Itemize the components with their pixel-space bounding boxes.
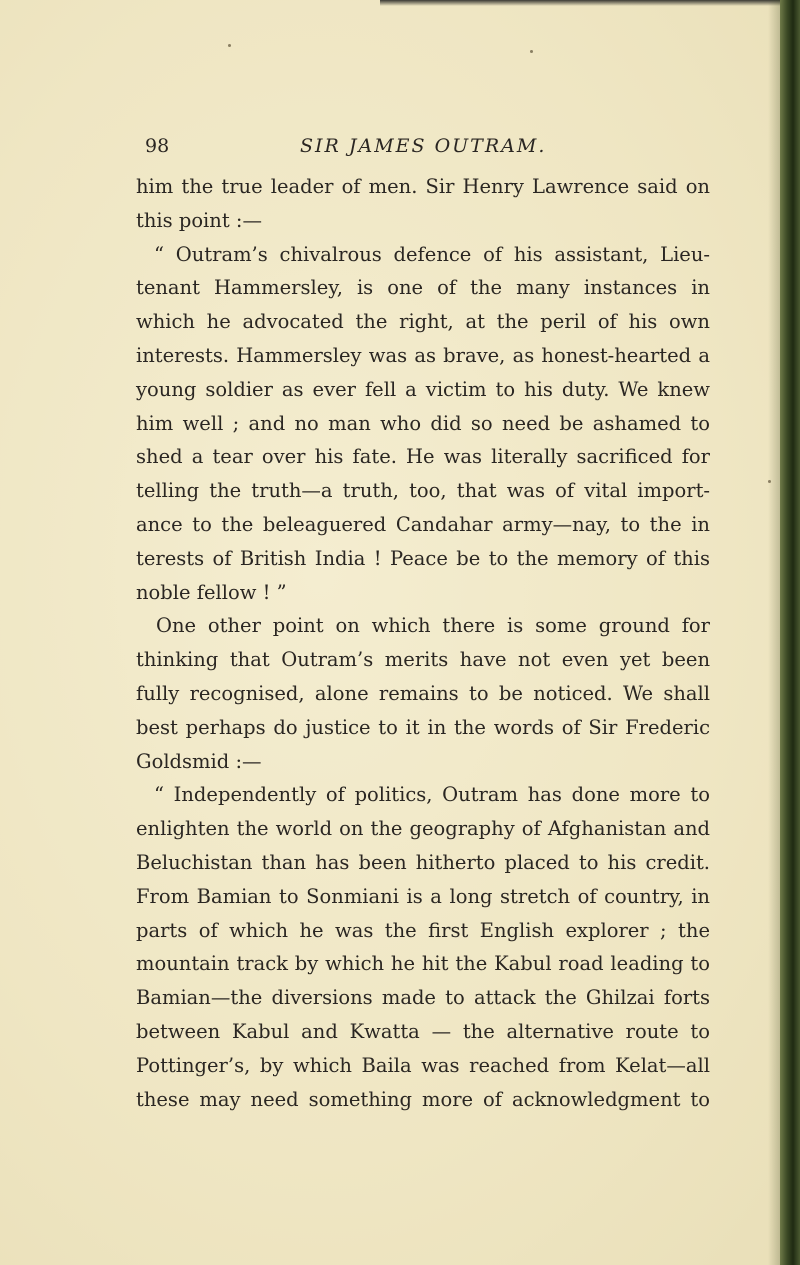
text-line: shed a tear over his fate. He was literally sacrificed for: [136, 445, 710, 469]
text-line: him the true leader of men. Sir Henry Lawrence said on: [136, 175, 710, 198]
text-line: ance to the beleaguered Candahar army—nay, to the in: [136, 512, 710, 536]
text-line: parts of which he was the first English explorer ; the: [136, 918, 710, 942]
page-top-edge-shadow: [380, 0, 800, 6]
paper-speck: [530, 50, 533, 53]
text-line: thinking that Outram’s merits have not even yet been: [136, 648, 710, 672]
text-line: Goldsmid :—: [136, 749, 262, 773]
running-title: SIR JAMES OUTRAM.: [300, 135, 547, 157]
text-line: “ Independently of politics, Outram has done more to: [154, 783, 710, 807]
text-line: Pottinger’s, by which Baila was reached from Kelat—all: [136, 1053, 710, 1077]
body-text: [136, 170, 710, 1116]
binding-shade: [768, 0, 780, 1265]
text-line: enlighten the world on the geography of Afghanistan and: [136, 817, 710, 841]
paper-speck: [768, 480, 771, 483]
text-line: young soldier as ever fell a victim to his duty. We knew: [136, 377, 710, 401]
text-line: mountain track by which he hit the Kabul road leading to: [136, 952, 710, 976]
running-header: [0, 133, 800, 159]
text-line: between Kabul and Kwatta — the alternative route to: [136, 1019, 710, 1043]
text-line: him well ; and no man who did so need be ashamed to: [136, 411, 710, 435]
text-line: Bamian—the diversions made to attack the Ghilzai forts: [136, 986, 710, 1010]
text-line: Beluchistan than has been hitherto placed to his credit.: [136, 850, 710, 874]
text-line: fully recognised, alone remains to be noticed. We shall: [136, 681, 710, 705]
book-spine-edge: [780, 0, 800, 1265]
text-line: noble fellow ! ”: [136, 580, 287, 604]
text-line: this point :—: [136, 208, 262, 232]
text-line: telling the truth—a truth, too, that was of vital import-: [136, 479, 710, 503]
text-line: which he advocated the right, at the peril of his own: [136, 310, 710, 334]
text-line: best perhaps do justice to it in the words of Sir Frederic: [136, 715, 710, 739]
text-line: these may need something more of acknowledgment to: [136, 1087, 710, 1111]
paper-speck: [228, 44, 231, 47]
text-line: One other point on which there is some ground for: [156, 614, 710, 638]
text-line: interests. Hammersley was as brave, as honest-hearted a: [136, 343, 710, 367]
text-line: “ Outram’s chivalrous defence of his assistant, Lieu-: [154, 242, 710, 266]
text-line: terests of British India ! Peace be to the memory of this: [136, 546, 710, 570]
text-line: From Bamian to Sonmiani is a long stretch of country, in: [136, 884, 710, 908]
text-line: tenant Hammersley, is one of the many instances in: [136, 276, 710, 300]
page-number: 98: [145, 135, 170, 157]
